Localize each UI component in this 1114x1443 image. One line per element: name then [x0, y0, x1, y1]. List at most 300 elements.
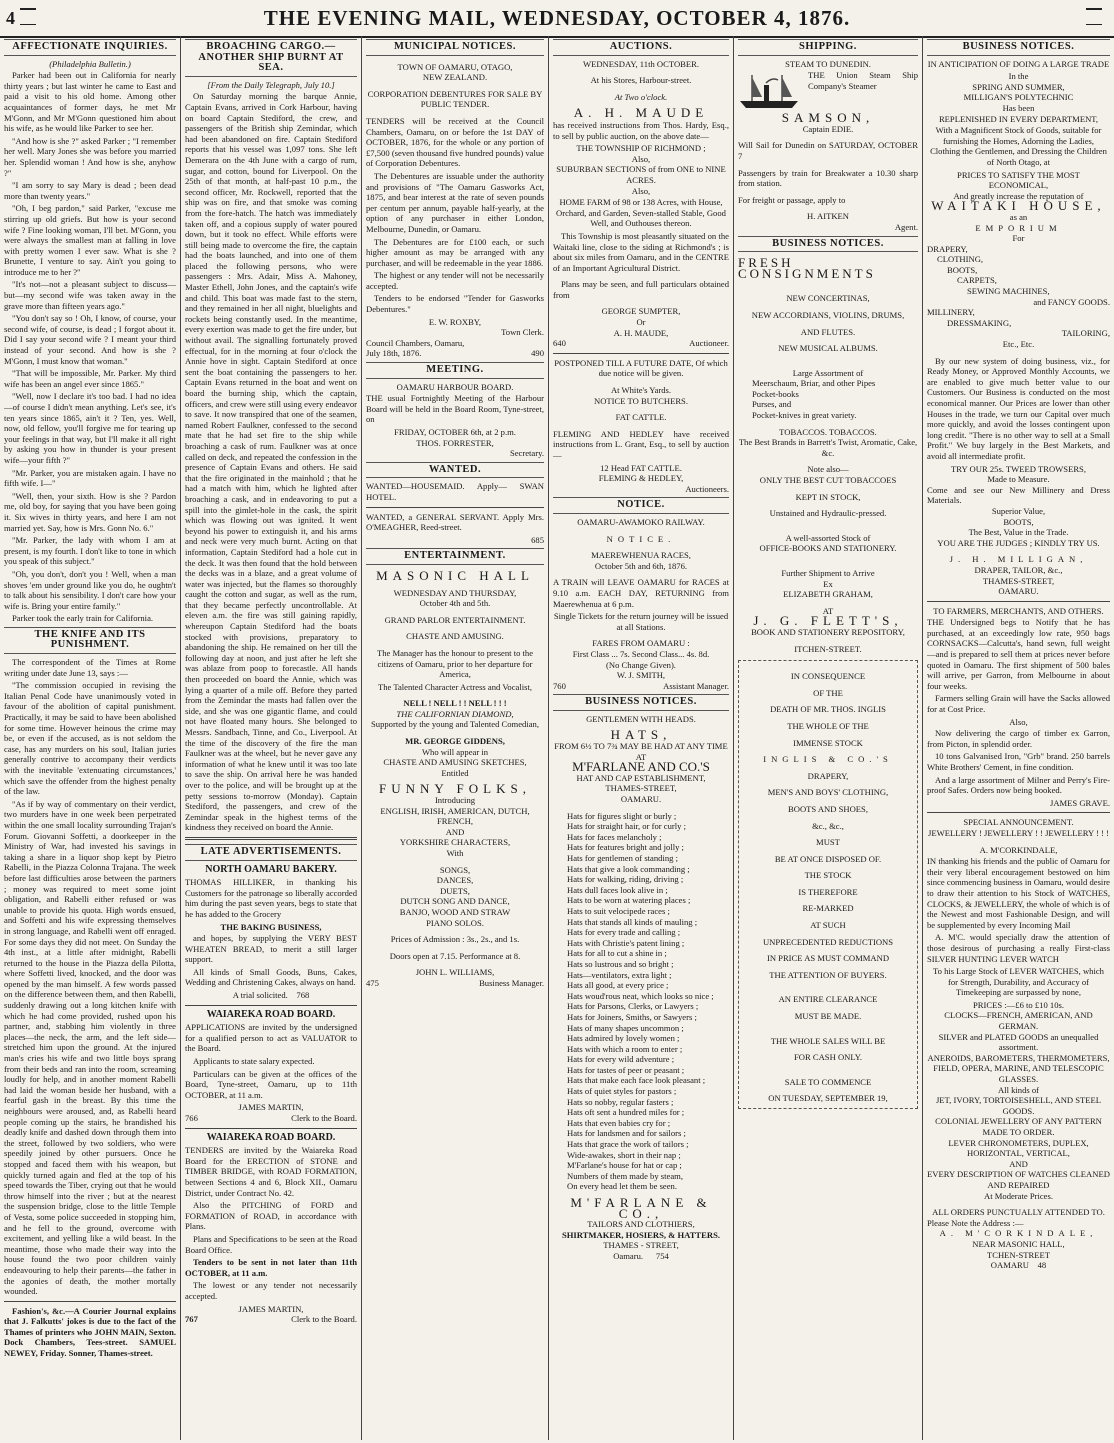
auctioneer-name: A. H. MAUDE: [573, 105, 709, 121]
shop-line: TRY OUR 25s. TWEED TROWSERS,: [951, 463, 1086, 474]
ent-line: CHASTE AND AMUSING SKETCHES,: [383, 757, 527, 768]
section-heading: ENTERTAINMENT.: [366, 548, 544, 565]
ad-text: Also the PITCHING of FORD and FORMATION of ROAD, in accordance with Plans.: [185, 1200, 357, 1232]
shop-owner: A. M'CORKINDALE,: [939, 1228, 1098, 1239]
ent-line: WEDNESDAY AND THURSDAY,: [393, 587, 517, 598]
notice-line: First Class ... 7s. Second Class... 4s. 8d.: [572, 648, 710, 659]
clearance-line: THE WHOLE OF THE: [787, 720, 869, 731]
ad-role: Clerk to the Board.: [291, 1113, 357, 1123]
notice-text: To his Large Stock of LEVER WATCHES, which for Strength, Durability, and Accuracy of Timekeeping are surpassed by none,: [933, 966, 1104, 998]
ent-line: With: [446, 848, 464, 858]
auction-text: FLEMING AND HEDLEY have received instructions from L. Grant, Esq., to sell by auction—: [553, 428, 729, 460]
shop-line: SEWING MACHINES,: [967, 286, 1050, 297]
clearance-line: AN ENTIRE CLEARANCE: [778, 994, 878, 1005]
shop-line: Come and see our New Millinery and Dress Materials.: [927, 484, 1110, 506]
hat-line: OAMARU.: [620, 794, 662, 805]
shop-text: With a Magnificent Stock of Goods, suitable for furnishing the Homes, Adorning the Ladies, Clothing the Gentlemen, and Dressing the Children of North Otago, at: [930, 125, 1107, 167]
shop-line: Further Shipment to Arrive: [781, 568, 875, 578]
ent-line: Introducing: [434, 795, 476, 806]
clearance-notice: [738, 660, 918, 1109]
notice-place: Council Chambers, Oamaru,: [366, 337, 465, 348]
list-item: Hats to suit velocipede races ;: [567, 905, 670, 916]
ad-text: All kinds of Small Goods, Buns, Cakes, Wedding and Christening Cakes, always on hand.: [185, 966, 357, 988]
footer-notice: Fashion's, &c.—A Courier Journal explains that J. Falkutts' jokes is due to the fact of the Thames of printers who JOHN MAIN, Sexton. Dock Chambers, Tees-street. SAMUEL NEWEY, Friday. Sonner, Thames-street.: [4, 1305, 176, 1359]
notice-line: NEAR MASONIC HALL,: [972, 1238, 1065, 1249]
article-paragraph: "I am sorry to say Mary is dead ; been dead more than twenty years.": [4, 180, 176, 201]
notice-line: TOWN OF OAMARU, OTAGO,: [397, 61, 513, 72]
clearance-line: IS THEREFORE: [798, 886, 858, 897]
article-paragraph: Parker had been out in California for nearly thirty years ; but last winter he came to East and paid a visit to his old home. Among other acquaintances of former days, he met Mr M'Gonn, and Mr M'Gonn questioned him about his wife, as he would like Parker to see her.: [4, 70, 176, 134]
ent-line: PIANO SOLOS.: [426, 917, 484, 928]
ent-line: DUTCH SONG AND DANCE,: [400, 896, 510, 907]
list-item: Hats that make each face look pleasant ;: [567, 1075, 706, 1086]
shop-line: Etc., Etc.: [1002, 339, 1035, 350]
article-heading: THE KNIFE AND ITS PUNISHMENT.: [4, 627, 176, 654]
shop-owner: A. M'CORKINDALE,: [979, 844, 1058, 855]
clearance-line: THE WHOLE SALES WILL BE: [770, 1035, 886, 1046]
hat-line: Oamaru.: [613, 1250, 644, 1261]
notice-line: COLONIAL JEWELLERY OF ANY PATTERN MADE TO ORDER.: [935, 1116, 1102, 1137]
list-item: Hats for figures slight or burly ;: [567, 810, 677, 821]
ent-role: Business Manager.: [479, 977, 544, 988]
article-heading: BROACHING CARGO.—ANOTHER SHIP BURNT AT SEA.: [185, 39, 357, 77]
article-paragraph: "Oh, you don't, don't you ! Well, when a man shoves 'em under ground like you do, he oughtn't to talk about his sensibility. I don't care how your wife is. Bring your entire family.": [4, 568, 176, 611]
ad-number: 754: [655, 1250, 669, 1261]
shop-line: Pocket-books: [752, 388, 799, 399]
article-paragraph: On Saturday morning the barque Annie, Captain Evans, arrived in Cork Harbour, having on board Captain Stediford, the crew, and passengers of the British ship Zemindar, which had been abandoned on fire. Captain Stediford reports that his vessel was 1,097 tons. She left Demerara on the 4th June with a cargo of rum, sugar, and cotton, bound for Liverpool. On the 25th of that month, at half-past 10 p.m., the second officer, Mr. Rockwell, reported that the ship was on fire, and that smoke was coming from the fore-hatch. The hatch was immediately taken off, and a copious supply of water poured down, but it took no effect. While efforts were still being made to overcome the fire, the captain had the boats launched, and into one of them placed the following persons, who were passengers : Mrs. Adair, Miss A. Mahoney, Master Ethell, John Jones, and the captain's wife and child. This boat was made fast to the stern, and they remained in her all night, bluelights and rockets being constantly used. In the meantime, every exertion was made to get the fire under, but without avail. The signalling fortunately proved effectual, for in the morning at four o'clock the Annie hove in sight. Captain Stediford at once sent the boat containing the passengers to her. Captain Evans returned in the boat and went on board the burning ship, which the captain, officers, and crew were still using every endeavor to save. It now transpired that one of the seamen, named Robert Faulkner, confessed to the second mate that he had set fire to the ship while broaching a cask of rum. Faulkner was at once called on deck, and repeated the confession in the presence of Captain Evans and others. He said that the fire originated in the mainhold ; that he had a match with him, which he lighted after broaching a cask, and in endeavoring to put a spill into the gimlet-hole in the cask, the spirit which was flowing out was ignited. It went beyond his power to extinguish it, and his arms and neck were very much burnt. Acting on that information, Captain Stediford had a hole cut in the deck. It was then found that the hold between the decks was in a blaze, and a great volume of water was injected, but the flames so thoroughly caught the cotton and sugar, as well as the rum, that they became perfectly uncontrollable. At eleven a.m. the fire was still gaining rapidly, whereupon Captain Stediford had the boats stocked with provisions, preparatory to abandoning the ship. He remained on her till the following day at noon, and just after he left she was ablaze from poop to forecastle. All hands then proceeded on board the Annie, which was lying a quarter of a mile off. Before they parted from the Zemindar the masts had fallen over the side, and she was one gigantic flame, and could not have floated many hours. She belonged to Messrs. Sandbach, Tinne, and Co., Liverpool. At the time of the discovery of the fire the man Faulkner was at the wheel, but he never gave any information of what he knew until it was too late to save the ship. On arrival here he was handed over to the police, and will be brought up at the petty sessions to-morrow (Monday). Captain Stediford, the passengers, and crew of the Zemindar speak in the highest terms of the kindness they received on board the Annie.: [185, 91, 357, 833]
section-heading: BUSINESS NOTICES.: [553, 694, 729, 711]
shop-line: DRAPERY,: [927, 243, 968, 254]
article-paragraph: "You don't say so ! Oh, I know, of course, your second wife, of course, is dead ; I forgot about it. Did I say your second wife ? I meant your third instead of your second. And how is she ? M'Gonn, I must know that woman.": [4, 313, 176, 366]
shop-line: OFFICE-BOOKS AND STATIONERY.: [759, 543, 897, 554]
auction-line: WEDNESDAY, 11th OCTOBER.: [582, 58, 700, 69]
section-heading: BUSINESS NOTICES.: [927, 39, 1110, 56]
list-item: Hats for Joiners, Smiths, or Sawyers ;: [567, 1011, 697, 1022]
shop-line: For: [1012, 233, 1025, 244]
clearance-line: SALE TO COMMENCE: [784, 1076, 872, 1087]
auction-text: has received instructions from Thos. Hardy, Esq., to sell by public auction, on the above date—: [553, 119, 729, 141]
notice-text: The Debentures are for £100 each, or such higher amount as may be arranged with any purchaser, and will be redeemable in the year 1886.: [366, 236, 544, 268]
notice-line: October 5th and 6th, 1876.: [594, 560, 688, 571]
list-item: Hats of quiet styles for pastors ;: [567, 1086, 677, 1097]
shop-line: MILLINERY,: [927, 307, 975, 318]
shop-line: Unstained and Hydraulic-pressed.: [769, 508, 887, 519]
shop-line: The Best, Value in the Trade.: [968, 527, 1069, 538]
clearance-line: &c., &c.,: [812, 820, 844, 831]
shop-line: TAILORING,: [1061, 328, 1110, 339]
shop-line: as an: [1009, 211, 1028, 222]
shop-line: SPRING AND SUMMER,: [972, 81, 1065, 92]
notice-text: IN thanking his friends and the public of Oamaru for their very liberal encouragement bestowed on him since commencing business in Oamaru, would desire to draw their attention to his Stock of WATCHES, CLOCKS, & JEWELLERY, the whole of which is of the Newest and most Fashionable Design, and will be supplemented by every Incoming Mail: [927, 856, 1110, 930]
list-item: Hats dull faces look alive in ;: [567, 884, 668, 895]
list-item: Wide-awakes, short in their nap ;: [567, 1149, 681, 1160]
section-heading: LATE ADVERTISEMENTS.: [185, 844, 357, 861]
list-item: Hats with which a room to enter ;: [567, 1043, 683, 1054]
notice-signature: THOS. FORRESTER,: [416, 437, 494, 448]
article-paragraph: "Well, now I declare it's too bad. I had no idea—of course I didn't mean anything. Let's see, it's ten years since 1865, ain't it ? Ten, yes. Well, now, old fellow, you'll forgive me for tearing up your feelings in that way, but I'll make it all right by asking you how in thunder is your present wife—your fifth ?": [4, 391, 176, 465]
notice-signature: W. J. SMITH,: [616, 670, 666, 681]
article-source: [From the Daily Telegraph, July 10.]: [207, 79, 335, 90]
list-item: Hats for every wild adventure ;: [567, 1054, 675, 1065]
ad-footer: A trial solicited.: [232, 990, 288, 1001]
shop-owner: J. H. MILLIGAN,: [949, 554, 1088, 565]
list-item: Hats that give a look commanding ;: [567, 863, 690, 874]
ent-line: NELL ! NELL ! ! NELL ! ! !: [403, 698, 507, 709]
ad-text: APPLICATIONS are invited by the undersigned for a qualified person to act as VALUATOR to the Board.: [185, 1022, 357, 1054]
list-item: M'Farlane's house for hat or cap ;: [567, 1160, 682, 1171]
shop-line: And greatly increase the reputation of: [953, 190, 1084, 201]
ad-number: 685: [531, 534, 544, 545]
shop-line: NEW MUSICAL ALBUMS.: [778, 343, 878, 354]
shop-line: PRICES TO SATISFY THE MOST ECONOMICAL,: [957, 169, 1080, 191]
ent-line: Doors open at 7.15. Performance at 8.: [389, 950, 521, 961]
masthead: [0, 0, 1114, 38]
shop-name: WAITAKI HOUSE,: [931, 198, 1106, 214]
shipping-text: Passengers by train for Breakwater a 10.30 sharp from station.: [738, 167, 918, 189]
list-item: Hats so nobby, regular fasters ;: [567, 1096, 674, 1107]
clearance-line: ON TUESDAY, SEPTEMBER 19,: [768, 1093, 888, 1104]
article-paragraph: "Oh, I beg pardon," said Parker, "excuse me stirring up old griefs. But how is your second wife ? Fine looking woman, I'll bet. M'Gonn, you were always the smallest man at falling in love with pretty women I ever saw. What is she ? Brunette, I venture to say. Ain't you going to introduce me to her ?": [4, 203, 176, 277]
shop-line: NEW CONCERTINAS,: [786, 293, 870, 304]
notice-text: Tenders to be endorsed "Tender for Gasworks Debentures.": [366, 293, 544, 315]
notice-role: Secretary.: [509, 448, 544, 459]
notice-line: NEW ZEALAND.: [422, 72, 488, 83]
notice-line: AND: [1009, 1158, 1028, 1169]
ent-line: ENGLISH, IRISH, AMERICAN, DUTCH, FRENCH,: [380, 805, 530, 827]
auction-text: Plans may be seen, and full particulars obtained from: [553, 279, 729, 300]
notice-signature: JAMES GRAVE.: [1049, 797, 1110, 808]
article-source: (Philadelphia Bulletin.): [49, 58, 131, 69]
ent-line: Prices of Admission : 3s., 2s., and 1s.: [390, 934, 520, 945]
shop-line: ELIZABETH GRAHAM,: [783, 589, 873, 600]
hat-line: THAMES - STREET,: [603, 1240, 679, 1251]
list-item: Hats for faces melancholy ;: [567, 831, 662, 842]
notice-text: The highest or any tender will not be necessarily accepted.: [366, 270, 544, 291]
shop-line: CARPETS,: [957, 275, 997, 286]
ad-text: Plans and Specifications to be seen at the Road Board Office.: [185, 1233, 357, 1255]
shop-line: Large Assortment of: [792, 367, 864, 378]
list-item: Hats oft sent a hundred miles for ;: [567, 1107, 685, 1118]
clearance-line: IN CONSEQUENCE: [790, 671, 866, 682]
ad-text: THOMAS HILLIKER, in thanking his Customers for the patronage so liberally accorded him during the past seven years, begs to state that he has added to the Grocery: [185, 877, 357, 919]
article-paragraph: "Well, then, your sixth. How is she ? Pardon me, old boy, for saying that you have been going it. Six wives in thirty years, and here I am not married yet. Say, how is Mrs. Gonn No. 6.": [4, 490, 176, 533]
shop-line: EMPORIUM: [975, 222, 1062, 233]
hat-line: HAT AND CAP ESTABLISHMENT,: [576, 772, 706, 783]
list-item: Hats for gentlemen of standing ;: [567, 853, 678, 863]
hats-list: [553, 811, 729, 1192]
ent-line: Supported by the young and Talented Comedian,: [371, 719, 539, 730]
ad-text: and hopes, by supplying the VERY BEST WHEATEN BREAD, to merit a still larger support.: [185, 933, 357, 965]
auction-line: A. H. MAUDE,: [613, 327, 669, 338]
article-heading: AFFECTIONATE INQUIRIES.: [4, 39, 176, 56]
ent-line: DANCES,: [436, 875, 474, 886]
ad-number: 475: [366, 977, 379, 988]
hat-line: M'FARLANE & CO.,: [570, 1195, 712, 1221]
shop-line: CLOTHING,: [937, 254, 984, 265]
ad-number: 640: [553, 338, 566, 349]
shop-line: Purses, and: [752, 399, 792, 410]
ad-title: WAIAREKA ROAD BOARD.: [206, 1008, 336, 1020]
list-item: On every head let them be seen.: [567, 1181, 678, 1192]
list-item: Hats that stands all kinds of mauling ;: [567, 916, 698, 927]
article-paragraph: The correspondent of the Times at Rome writing under date June 13, says :—: [4, 657, 176, 678]
ad-text: THE BAKING BUSINESS,: [220, 921, 322, 932]
clearance-line: UNPRECEDENTED REDUCTIONS: [762, 936, 894, 947]
ent-signature: JOHN L. WILLIAMS,: [415, 967, 495, 978]
article-paragraph: Parker took the early train for California.: [12, 613, 154, 624]
list-item: Hats for features bright and jolly ;: [567, 842, 684, 853]
ad-signature: JAMES MARTIN,: [238, 1102, 304, 1113]
notice-line: Please Note the Address :—: [927, 1217, 1024, 1228]
auction-line: NOTICE TO BUTCHERS.: [594, 395, 688, 406]
notice-text: A. M'C. would specially draw the attention of those desirous of purchasing a really First-class SILVER HUNTING LEVER WATCH: [927, 932, 1110, 964]
notice-line: JEWELLERY ! JEWELLERY ! ! JEWELLERY ! ! !: [928, 827, 1109, 838]
ad-signature: JAMES MARTIN,: [238, 1303, 304, 1314]
shop-line: KEPT IN STOCK,: [795, 491, 861, 502]
column-5: [734, 36, 923, 1440]
ad-number: 48: [1037, 1260, 1047, 1271]
shop-headline: FRESH CONSIGNMENTS: [738, 255, 876, 281]
notice-line: NOTICE.: [606, 533, 676, 544]
article-paragraph: "As if by way of commentary on their verdict, two murders have in one week been perpetrated within the one small locality surrounding Trajan's Forum. Giovanni Soffetti, a doorkeeper in the Ministry of War, had invested his savings in taking a share in a liquor shop kept by Pietro Rabelli, in the Piazza Colonna Trajana. The week before last difficulties arose between the partners ; money was required to meet some joint obligation, and Rabelli either refused or was unable to provide his quota. High words ensued, and Soffetti and his wife expressing themselves in strong language, and Rabelli went off enraged. For some days they did not meet. On Sunday the 4th inst., at a little after midnight, Rabelli returned to the house in the Piazza della Pilotta, where Soffetti lived, knocked, and the door was opened by the man himself. A few words passed on the difference between them, and then Rabelli, suddenly drawing out a long kitchen knife with which he had come provided, rushed upon his partner, and, stabbing him violently in three places—the neck, the arm, and the left side—stretched him upon the ground. At the injured man's cries his wife and two little boys sprang from their beds and ran into the room, screaming loudly for help, and in another moment Rabelli had laid the woman beside her husband, with a fearful gash in the breast. By this time the neighbours were aroused, and, as Rabelli heard people coming up the stairs, he brandished his deadly knife and dashed down through them into the street, followed by two soldiers, who were speedily joined by other pursuers. Once he stopped and faced them with his weapon, but quickly turned again and fled at the top of his speed towards the Tiber, crying out that he would throw himself into the river ; but at the nearest the suspension bridge, close to the little Temple of Vesta, some police succeeded in stopping him, and he fell to the ground, overcome with excitement, and yelling like a wild beast. In the meantime, those who made their way into the house found the two poor children vainly endeavouring to help their parents—the father in the agonies of death, the mother mortally wounded.: [4, 798, 176, 1297]
auction-line: GEORGE SUMPTER,: [601, 306, 681, 317]
ent-line: BANJO, WOOD AND STRAW: [399, 906, 511, 917]
auction-line: At White's Yards.: [610, 385, 672, 396]
shop-line: Meerschaum, Briar, and other Pipes: [752, 378, 876, 389]
column-4: [549, 36, 734, 1440]
shipping-line: H. AITKEN: [806, 211, 849, 222]
shop-line: Superior Value,: [991, 505, 1046, 516]
shipping-text: THE Union Steam Ship Company's Steamer: [808, 70, 918, 91]
notice-title: OAMARU HARBOUR BOARD.: [396, 381, 514, 392]
notice-line: FARES FROM OAMARU :: [592, 638, 690, 649]
clearance-line: AT SUCH: [810, 920, 846, 931]
clearance-line: MUST: [816, 837, 840, 848]
list-item: Hats for walking, riding, driving ;: [567, 874, 684, 885]
section-heading: MUNICIPAL NOTICES.: [366, 39, 544, 56]
auction-text: HOME FARM of 98 or 138 Acres, with House, Orchard, and Garden, Seven-stalled Stable, Good Well, and Outhouses thereon.: [556, 197, 726, 229]
ad-number: 767: [185, 1314, 198, 1325]
ent-line: Entitled: [441, 767, 469, 778]
list-item: Hats—ventilators, extra light ;: [567, 969, 672, 980]
notice-line: At Moderate Prices.: [984, 1190, 1053, 1201]
ad-text: TENDERS are invited by the Waiareka Road Board for the ERECTION of STONE and TIMBER BRIDGE, with ROAD FORMATION, between Sections 4 and 6, Block XII., Oamaru District, under Contract No. 42.: [185, 1145, 357, 1198]
shop-owner: J. G. FLETT'S,: [753, 613, 903, 629]
ship-name: SAMSON,: [781, 110, 875, 126]
shop-line: Note also—: [807, 464, 849, 475]
auction-line: FAT CATTLE.: [615, 412, 667, 423]
notice-title: CORPORATION DEBENTURES FOR SALE BY PUBLIC TENDER.: [367, 88, 543, 110]
notice-line: PRICES :—£6 to £10 10s.: [973, 999, 1064, 1010]
notice-text: Farmers selling Grain will have the Sacks allowed for at Cost Price.: [927, 693, 1110, 715]
right-ornament-icon: [1086, 8, 1102, 25]
ent-line: MR. GEORGE GIDDENS,: [405, 736, 505, 747]
notice-line: OAMARU: [990, 1260, 1029, 1271]
shop-line: BOOTS,: [1003, 516, 1034, 527]
article-paragraph: "It's not—not a pleasant subject to discuss—but—my second wife was taken away in the grave more than fifteen years ago.": [4, 279, 176, 311]
shop-line: The Best Brands in Barrett's Twist, Aromatic, Cake, &c.: [738, 437, 918, 458]
shop-line: THAMES-STREET,: [982, 575, 1055, 586]
shop-line: AT: [822, 605, 834, 616]
clearance-line: DEATH OF MR. THOS. INGLIS: [770, 704, 886, 715]
list-item: Hats for every trade and calling ;: [567, 927, 681, 938]
hat-line: GENTLEMEN WITH HEADS.: [586, 713, 696, 724]
notice-text: Single Tickets for the return journey will be issued at all Stations.: [553, 611, 729, 632]
clearance-line: BOOTS AND SHOES,: [788, 803, 868, 814]
article-paragraph: "That will be impossible, Mr. Parker. My third wife has been an angel ever since 1865.": [4, 368, 176, 389]
notice-role: Town Clerk.: [501, 327, 544, 338]
shop-line: AND FLUTES.: [800, 326, 856, 337]
notice-role: Assistant Manager.: [663, 680, 729, 691]
notice-line: ALL ORDERS PUNCTUALLY ATTENDED TO.: [932, 1207, 1105, 1218]
hat-line: SHIRTMAKER, HOSIERS, & HATTERS.: [561, 1229, 721, 1240]
notice-line: MAEREWHENUA RACES,: [591, 550, 691, 561]
ent-line: The Manager has the honour to present to the citizens of Oamaru, prior to her departure for America,: [376, 647, 534, 680]
shop-line: DRESSMAKING,: [947, 317, 1012, 328]
wanted-ad: WANTED—HOUSEMAID. Apply— SWAN HOTEL.: [366, 481, 544, 502]
list-item: Hats admired by lovely women ;: [567, 1033, 680, 1044]
newspaper-title: THE EVENING MAIL, WEDNESDAY, OCTOBER 4, 1876.: [263, 6, 851, 30]
auction-role: Auctioneers.: [685, 483, 729, 494]
shipping-text: For freight or passage, apply to: [738, 194, 846, 205]
column-2: [181, 36, 362, 1440]
ent-line: AND: [445, 826, 465, 837]
auction-line: Also,: [631, 185, 651, 196]
notice-line: TCHEN-STREET: [986, 1249, 1050, 1260]
notice-line: (No Change Given).: [606, 659, 676, 670]
wanted-ad: WANTED, a GENERAL SERVANT. Apply Mrs. O'MEAGHER, Reed-street.: [366, 511, 544, 533]
shop-line: YOU ARE THE JUDGES ; KINDLY TRY US.: [937, 537, 1100, 548]
ent-line: YORKSHIRE CHARACTERS,: [399, 837, 511, 848]
auction-line: At Two o'clock.: [614, 91, 668, 102]
list-item: Hats for straight hair, or for curly ;: [567, 821, 686, 832]
column-1: [0, 36, 181, 1440]
notice-text: Now delivering the cargo of timber ex Garron, from Picton, in splendid order.: [927, 728, 1110, 749]
list-item: Hats of many shapes uncommon ;: [567, 1022, 684, 1033]
notice-line: Also,: [1009, 716, 1028, 727]
auction-text: This Township is most pleasantly situated on the Waitaki line, close to the siding at Richmond's ; is about six miles from Oamaru, and in the CENTRE of an Important Agricultural District.: [553, 230, 729, 273]
list-item: Hats woud'rous neat, which looks so nice ;: [567, 990, 714, 1001]
shop-line: OAMARU.: [998, 586, 1039, 597]
shop-line: ONLY THE BEST CUT TOBACCOES: [759, 475, 897, 486]
notice-text: 10 tons Galvanised Iron, "Grb" brand. 250 barrels White Brothers' Cement, in fine condition.: [927, 751, 1110, 772]
ad-title: WAIAREKA ROAD BOARD.: [206, 1131, 336, 1143]
notice-line: OAMARU-AWAMOKO RAILWAY.: [577, 516, 705, 527]
auction-line: POSTPONED TILL A FUTURE DATE, Of which due notice will be given.: [554, 357, 728, 379]
ent-line: DUETS,: [440, 885, 470, 896]
steamship-icon: [738, 71, 802, 111]
section-heading: BUSINESS NOTICES.: [738, 236, 918, 253]
column-6: [923, 36, 1114, 1440]
article-paragraph: "Mr. Parker, you are mistaken again. I have no fifth wife. I—": [4, 467, 176, 489]
column-3: [362, 36, 549, 1440]
ad-text: The lowest or any tender not necessarily accepted.: [185, 1280, 357, 1301]
auction-line: THE TOWNSHIP OF RICHMOND ;: [576, 143, 706, 154]
ad-number: 768: [296, 990, 310, 1001]
hat-line: FROM 6½ TO 7¾ MAY BE HAD AT ANY TIME AT: [554, 741, 728, 762]
article-paragraph: "Mr. Parker, the lady with whom I am at present, is my fourth. I don't like to tone in which you speak of this subject.": [4, 535, 176, 567]
list-item: Hats for Parsons, Clerks, or Lawyers ;: [567, 1001, 699, 1012]
notice-text: THE usual Fortnightly Meeting of the Harbour Board will be held in the Board Room, Tyne-street, on: [366, 393, 544, 425]
shop-line: MILLIGAN'S POLYTECHNIC: [963, 92, 1074, 103]
list-item: Hats for landsmen and for sailors ;: [567, 1128, 686, 1139]
shop-line: ITCHEN-STREET.: [794, 643, 862, 654]
article-paragraph: "And how is she ?" asked Parker ; "I remember her well. Mary Jones she was before you married her. Splendid woman ! And how is she, anyhow ?": [4, 135, 176, 178]
shop-line: REPLENISHED IN EVERY DEPARTMENT,: [938, 113, 1099, 124]
shop-line: Has been: [1002, 102, 1035, 113]
notice-line: EVERY DESCRIPTION OF WATCHES CLEANED AND REPAIRED: [927, 1169, 1110, 1190]
list-item: Numbers of them made by steam,: [567, 1170, 683, 1181]
clearance-line: MEN'S AND BOYS' CLOTHING,: [767, 787, 889, 798]
notice-date: FRIDAY, OCTOBER 6th, at 2 p.m.: [394, 427, 516, 437]
notice-title: TO FARMERS, MERCHANTS, AND OTHERS.: [933, 605, 1104, 616]
notice-signature: E. W. ROXBY,: [428, 316, 482, 327]
section-heading: MEETING.: [366, 362, 544, 379]
shop-line: In the: [1008, 71, 1029, 82]
clearance-line: OF THE: [813, 687, 843, 698]
shop-line: TOBACCOS. TOBACCOS.: [779, 426, 877, 437]
ent-line: Who will appear in: [421, 746, 489, 757]
notice-text: THE Undersigned begs to Notify that he has purchased, at an exceedingly low rate, 950 bags CORNSACKS—Calcutta's, hand sewn, full weight—and is prepared to sell them at prices never before quoted in Oamaru. The first shipment of 500 bales will arrive, per Garron, from Melbourne in about four weeks.: [927, 617, 1110, 691]
notice-text: And a large assortment of Milner and Perry's Fire-proof Safes. Orders now being booked.: [927, 774, 1110, 796]
shop-line: NEW ACCORDIANS, VIOLINS, DRUMS,: [751, 309, 905, 320]
notice-number: 490: [531, 348, 544, 359]
list-item: Hats with Christie's patent lining ;: [567, 937, 685, 948]
clearance-line: DRAPERY,: [807, 770, 849, 781]
auction-line: Or: [636, 317, 646, 328]
shop-line: Ex: [823, 578, 833, 589]
article-paragraph: "The commission occupied in revising the Italian Penal Code have unanimously voted in favour of the abolition of capital punishment. Practically, it may be said to have been abolished for some time. However heinous the crime may be, or even if the accused, as is not seldom the case, has any murders on his soul, Italian juries generally contrive to accompany their verdicts with the inevitable 'extenuating circumstances,' which save the offender from the highest penalty of the law.: [4, 680, 176, 797]
notice-line: All kinds of: [997, 1084, 1040, 1095]
shipping-line: Captain EDIE.: [802, 123, 854, 134]
ad-text: Tenders to be sent in not later than 11th OCTOBER, at 11 a.m.: [185, 1257, 357, 1278]
hat-line: M'FARLANE AND CO.'S: [572, 759, 710, 775]
notice-line: ANEROIDS, BAROMETERS, THERMOMETERS, FIELD, OPERA, MARINE, AND TELESCOPIC GLASSES.: [927, 1052, 1110, 1085]
list-item: Hats for tastes of peer or peasant ;: [567, 1064, 685, 1075]
ad-title: NORTH OAMARU BAKERY.: [205, 863, 337, 875]
ent-line: SONGS,: [439, 864, 471, 875]
shop-line: IN ANTICIPATION OF DOING A LARGE TRADE: [927, 58, 1110, 69]
shop-line: BOOTS,: [947, 264, 978, 275]
shipping-line: STEAM TO DUNEDIN.: [785, 58, 871, 69]
clearance-line: THE STOCK: [804, 870, 852, 881]
notice-text: A TRAIN will LEAVE OAMARU for RACES at 9.10 a.m. EACH DAY, RETURNING from Maerewhenua at 6 p.m.: [553, 577, 729, 609]
venue-title: MASONIC HALL: [376, 567, 534, 583]
shop-line: Made to Measure.: [987, 474, 1050, 485]
list-item: Hats to be worn at watering places ;: [567, 895, 691, 906]
ent-line: THE CALIFORNIAN DIAMOND,: [396, 708, 514, 719]
hat-line: HATS,: [610, 727, 672, 743]
section-heading: SHIPPING.: [738, 39, 918, 56]
page-number: 4: [6, 8, 15, 28]
notice-line: JET, IVORY, TORTOISESHELL, AND STEEL GOODS.: [935, 1095, 1102, 1116]
list-item: Hats that even babies cry for ;: [567, 1117, 671, 1128]
ad-role: Clerk to the Board.: [291, 1314, 357, 1325]
notice-line: LEVER CHRONOMETERS, DUPLEX, HORIZONTAL, VERTICAL,: [948, 1137, 1089, 1159]
clearance-line: RE-MARKED: [802, 903, 854, 914]
ad-text: Applicants to state salary expected.: [193, 1056, 315, 1067]
list-item: Hats for all to cut a shine in ;: [567, 948, 667, 959]
ent-line: CHASTE AND AMUSING.: [406, 631, 504, 642]
clearance-line: IMMENSE STOCK: [793, 737, 863, 748]
ad-text: Particulars can be given at the offices of the Board, Tyne-street, Oamaru, up to 11th OCTOBER, at 11 a.m.: [185, 1068, 357, 1100]
auction-role: Auctioneer.: [689, 338, 729, 349]
shop-line: DRAPER, TAILOR, &c.,: [974, 564, 1063, 575]
clearance-line: THE ATTENTION OF BUYERS.: [769, 969, 887, 980]
clearance-line: MUST BE MADE.: [794, 1011, 862, 1022]
notice-text: TENDERS will be received at the Council Chambers, Oamaru, on or before the 1st DAY of OCTOBER, 1876, for the whole or any portion of £7,500 (seven thousand five hundred pounds) value of Corporation Debentures.: [366, 115, 544, 169]
auction-line: 12 Head FAT CATTLE.: [600, 462, 682, 473]
